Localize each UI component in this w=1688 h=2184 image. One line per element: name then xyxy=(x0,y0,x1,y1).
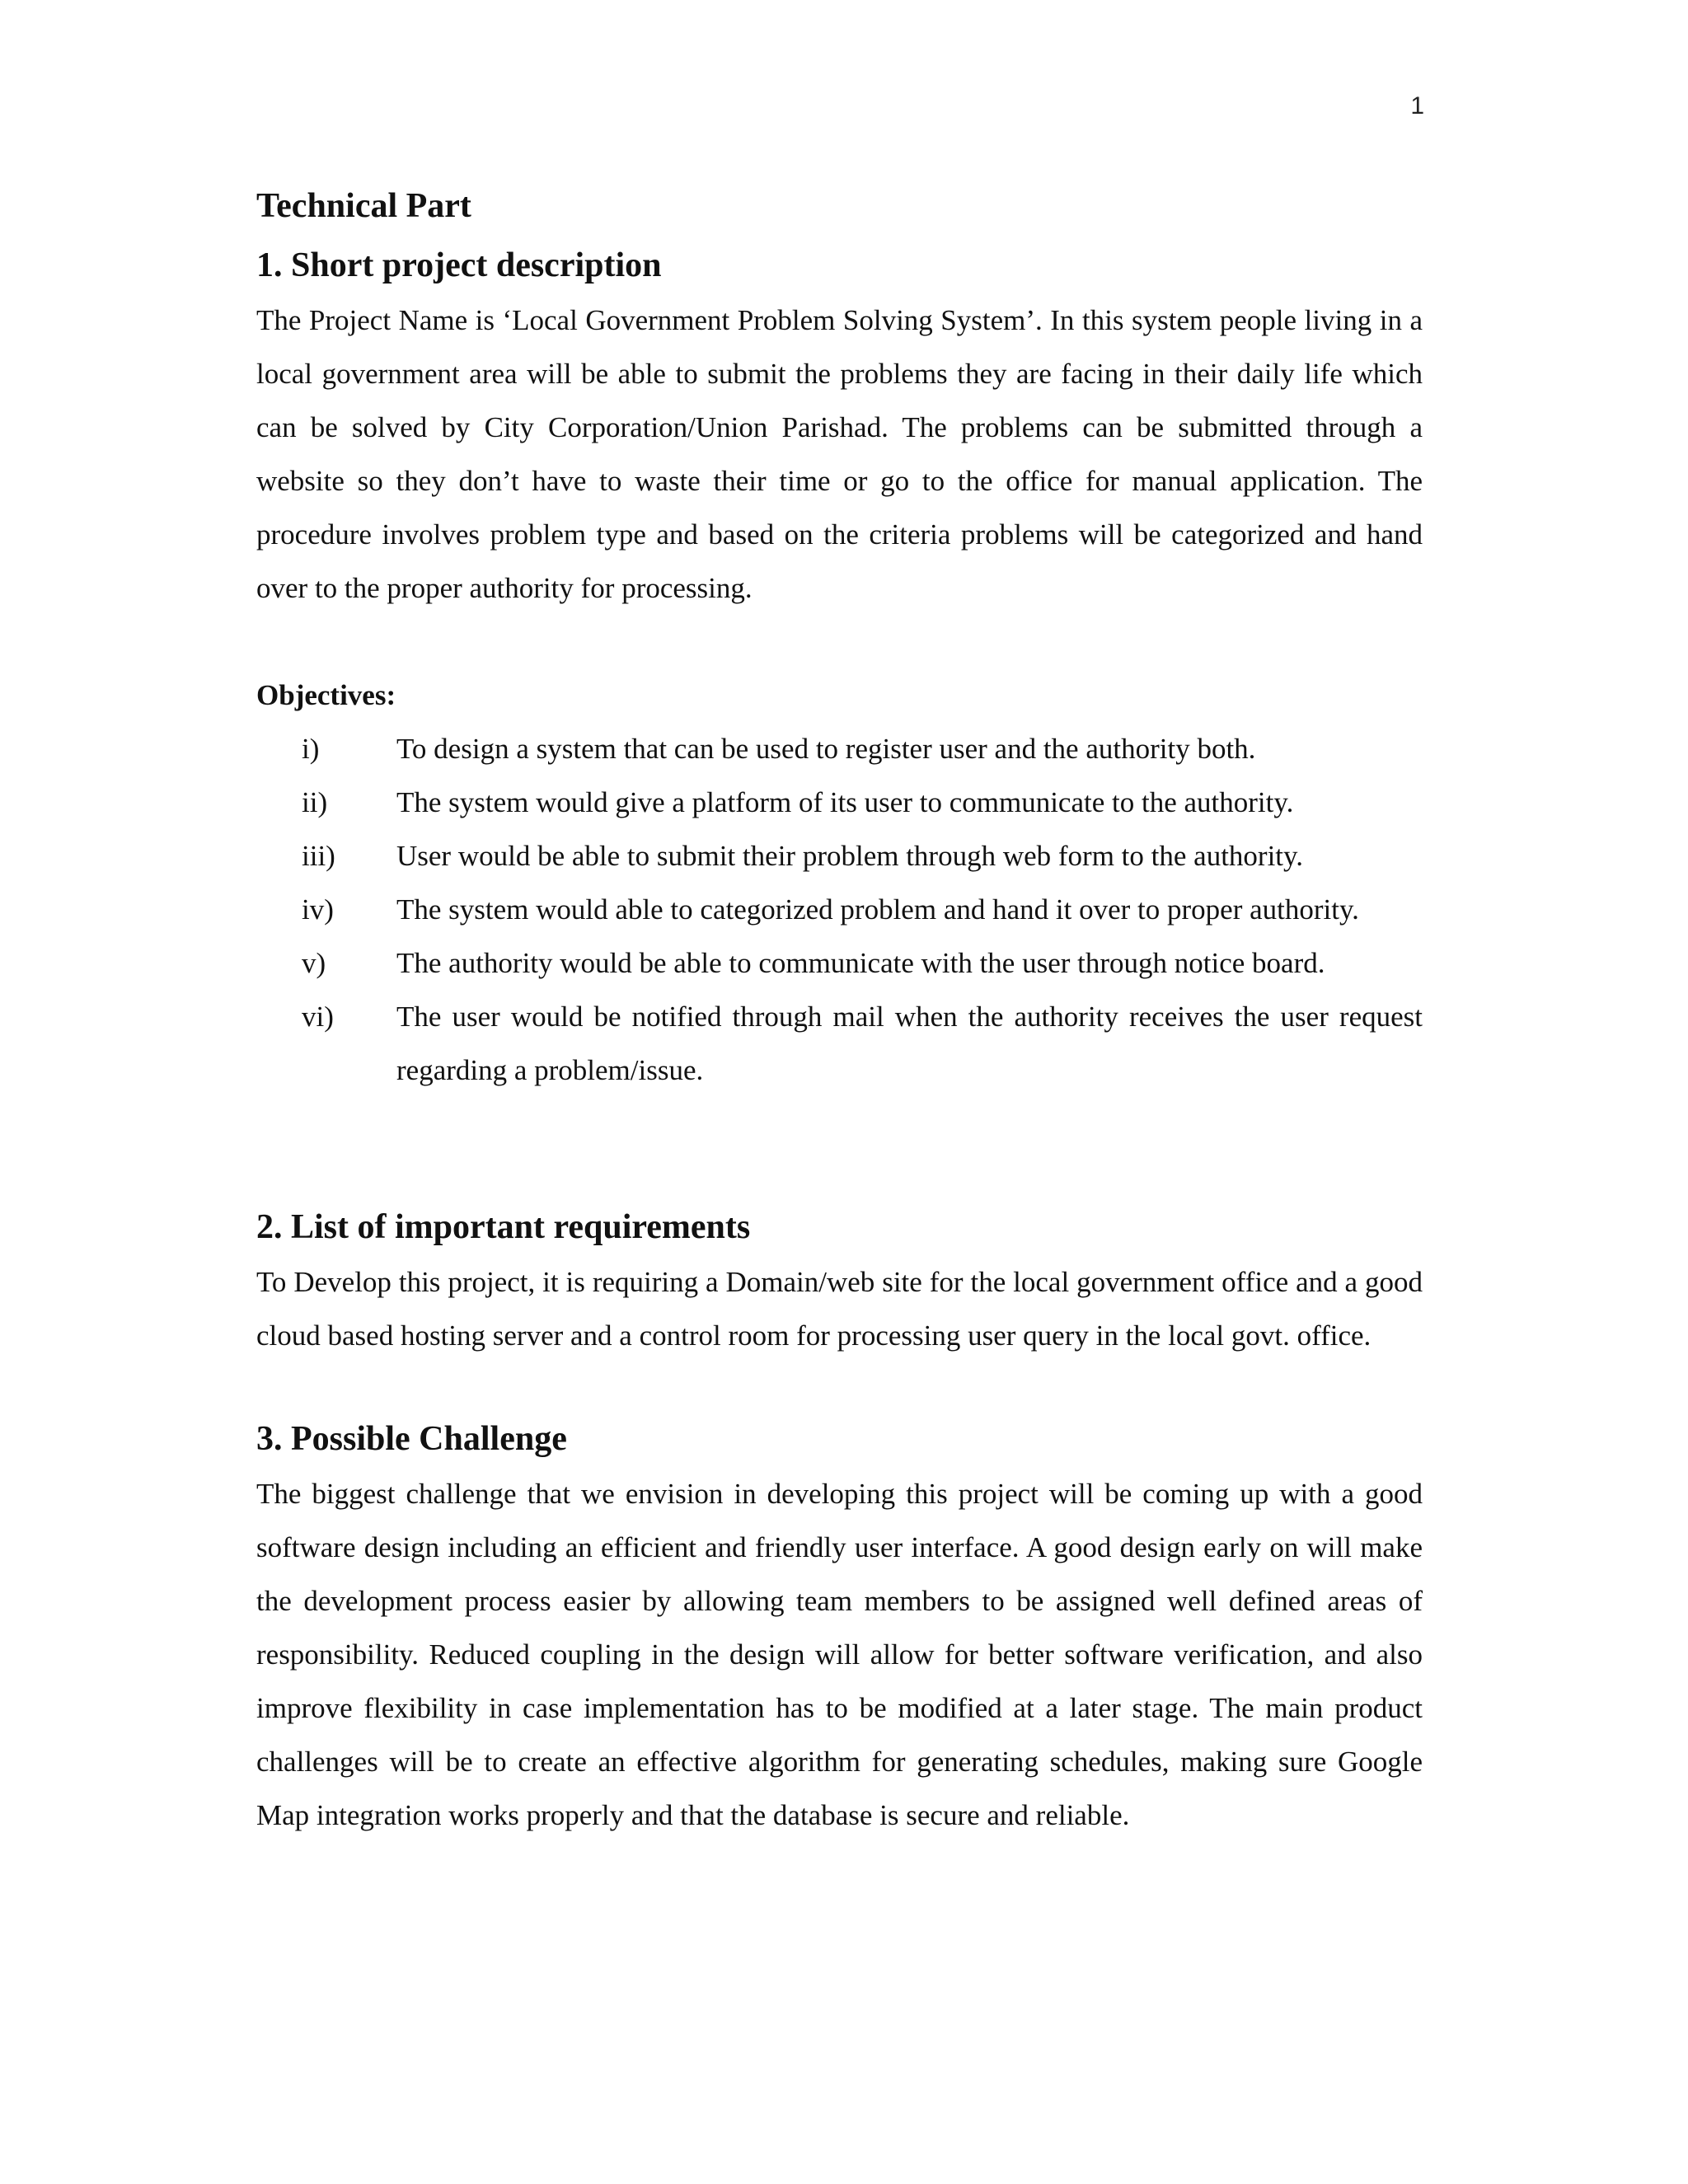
list-item-text: The user would be notified through mail when the authority receives the user request regarding a problem/issue. xyxy=(396,1001,1423,1086)
paragraph-project-description: The Project Name is ‘Local Government Problem Solving System’. In this system people living in a local government area will be able to submit the problems they are facing in their daily life which can be solved by City Corporation/Union Parishad. The problems can be submitted through a website so they don’t have to waste their time or go to the office for manual application. The procedure involves problem type and based on the criteria problems will be categorized and hand over to the proper authority for processing. xyxy=(256,304,1423,604)
list-item-number: ii) xyxy=(302,786,328,818)
list-item-number: iv) xyxy=(302,893,334,926)
section-project-description xyxy=(256,242,1423,1097)
paragraph-possible-challenge: The biggest challenge that we envision in developing this project will be coming up with a good software design including an efficient and friendly user interface. A good design early on will make the development process easier by allowing team members to be assigned well defined areas of responsibility. Reduced coupling in the design will allow for better software verification, and also improve flexibility in case implementation has to be modified at a later stage. The main product challenges will be to create an effective algorithm for generating schedules, making sure Google Map integration works properly and that the database is secure and reliable. xyxy=(256,1478,1423,1831)
section-heading: 3. Possible Challenge xyxy=(256,1420,567,1458)
list-item-text: To design a system that can be used to register user and the authority both. xyxy=(396,733,1256,765)
list-item-number: vi) xyxy=(302,1001,334,1033)
list-item-text: The authority would be able to communicate with the user through notice board. xyxy=(396,947,1325,979)
list-item xyxy=(256,990,1423,1097)
spacer xyxy=(256,615,1423,668)
page-number: 1 xyxy=(1410,92,1424,120)
objectives-list xyxy=(256,722,1423,1097)
spacer xyxy=(256,1362,1423,1416)
document-body xyxy=(256,183,1423,1842)
list-item xyxy=(256,936,1423,990)
list-item xyxy=(256,829,1423,883)
list-item-number: i) xyxy=(302,733,320,765)
list-item-text: The system would able to categorized problem and hand it over to proper authority. xyxy=(396,893,1359,926)
list-item xyxy=(256,722,1423,776)
list-item-text: The system would give a platform of its user to communicate to the authority. xyxy=(396,786,1294,818)
section-requirements xyxy=(256,1204,1423,1362)
section-heading: 2. List of important requirements xyxy=(256,1208,751,1246)
objectives-title: Objectives: xyxy=(256,679,396,711)
list-item-text: User would be able to submit their problem through web form to the authority. xyxy=(396,840,1304,872)
part-title: Technical Part xyxy=(256,187,471,225)
list-item xyxy=(256,883,1423,936)
list-item-number: v) xyxy=(302,947,326,979)
list-item xyxy=(256,776,1423,829)
section-possible-challenge xyxy=(256,1416,1423,1842)
list-item-number: iii) xyxy=(302,840,335,872)
section-heading: 1. Short project description xyxy=(256,246,662,284)
spacer xyxy=(256,1097,1423,1204)
paragraph-requirements: To Develop this project, it is requiring a Domain/web site for the local government office and a good cloud based hosting server and a control room for processing user query in the local govt. office. xyxy=(256,1266,1423,1352)
